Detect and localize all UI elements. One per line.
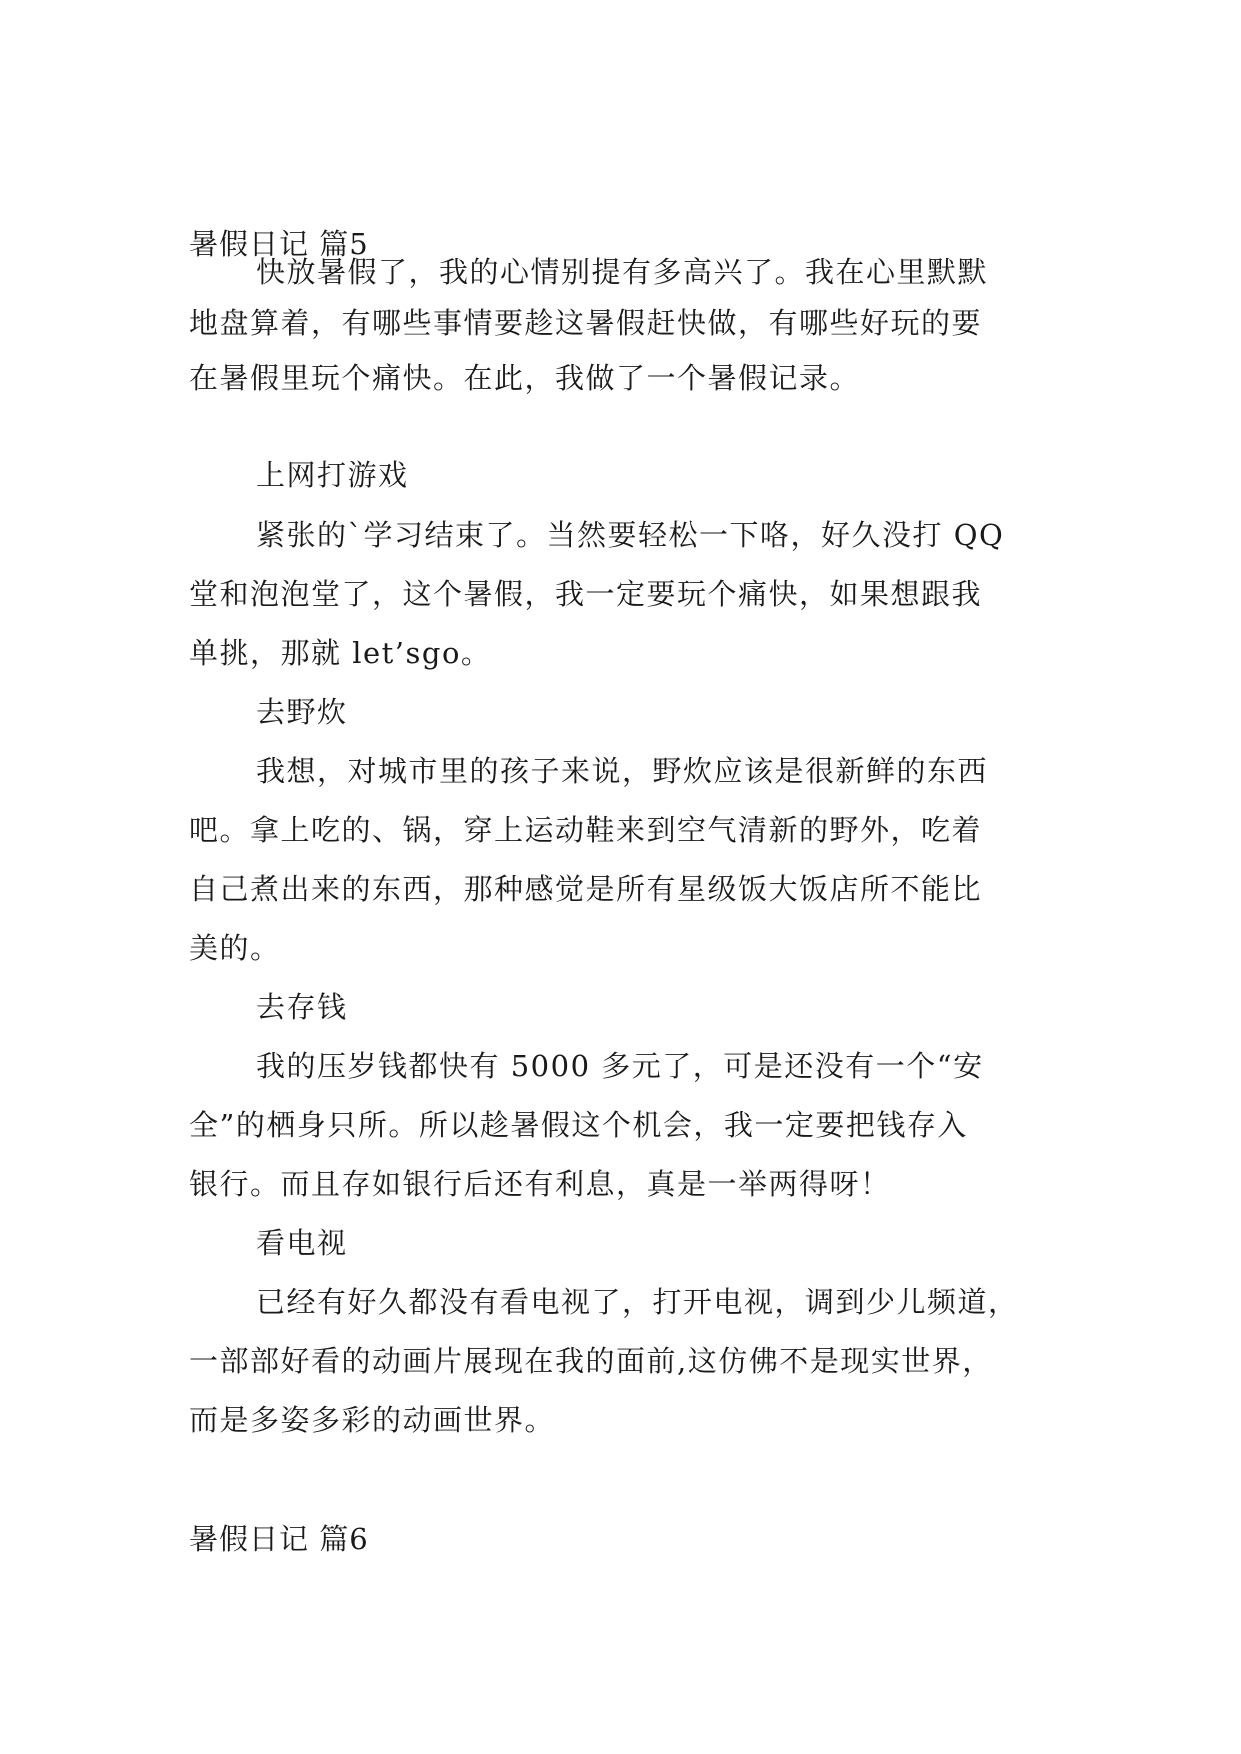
section-heading-6: 暑假日记 篇6 — [189, 1522, 369, 1556]
paragraph-2-line-1: 紧张的`学习结束了。当然要轻松一下咯，好久没打 QQ — [256, 518, 1005, 552]
section-heading-5: 暑假日记 篇5 — [189, 227, 369, 261]
subheading-picnic: 去野炊 — [256, 695, 348, 729]
paragraph-3-line-1: 我想，对城市里的孩子来说，野炊应该是很新鲜的东西 — [256, 754, 989, 788]
paragraph-5-line-3: 而是多姿多彩的动画世界。 — [189, 1403, 556, 1437]
paragraph-1-line-1: 快放暑假了，我的心情别提有多高兴了。我在心里默默 — [256, 255, 989, 289]
paragraph-2-line-2: 堂和泡泡堂了，这个暑假，我一定要玩个痛快，如果想跟我 — [189, 577, 983, 611]
paragraph-1-line-3: 在暑假里玩个痛快。在此，我做了一个暑假记录。 — [189, 361, 861, 395]
paragraph-3-line-2: 吧。拿上吃的、锅，穿上运动鞋来到空气清新的野外，吃着 — [189, 813, 983, 847]
paragraph-4-line-1: 我的压岁钱都快有 5000 多元了，可是还没有一个“安 — [256, 1049, 984, 1083]
paragraph-3-line-3: 自己煮出来的东西，那种感觉是所有星级饭大饭店所不能比 — [189, 872, 983, 906]
paragraph-4-line-2: 全”的栖身只所。所以趁暑假这个机会，我一定要把钱存入 — [189, 1108, 968, 1142]
paragraph-2-line-3: 单挑，那就 let’sgo。 — [189, 636, 492, 670]
paragraph-1-line-2: 地盘算着，有哪些事情要趁这暑假赶快做，有哪些好玩的要 — [189, 306, 983, 340]
subheading-tv: 看电视 — [256, 1226, 348, 1260]
subheading-gaming: 上网打游戏 — [256, 458, 409, 492]
paragraph-5-line-2: 一部部好看的动画片展现在我的面前,这仿佛不是现实世界， — [189, 1344, 993, 1378]
paragraph-3-line-4: 美的。 — [189, 931, 281, 965]
paragraph-4-line-3: 银行。而且存如银行后还有利息，真是一举两得呀！ — [189, 1167, 891, 1201]
paragraph-5-line-1: 已经有好久都没有看电视了，打开电视，调到少儿频道， — [256, 1285, 1019, 1319]
subheading-savings: 去存钱 — [256, 990, 348, 1024]
